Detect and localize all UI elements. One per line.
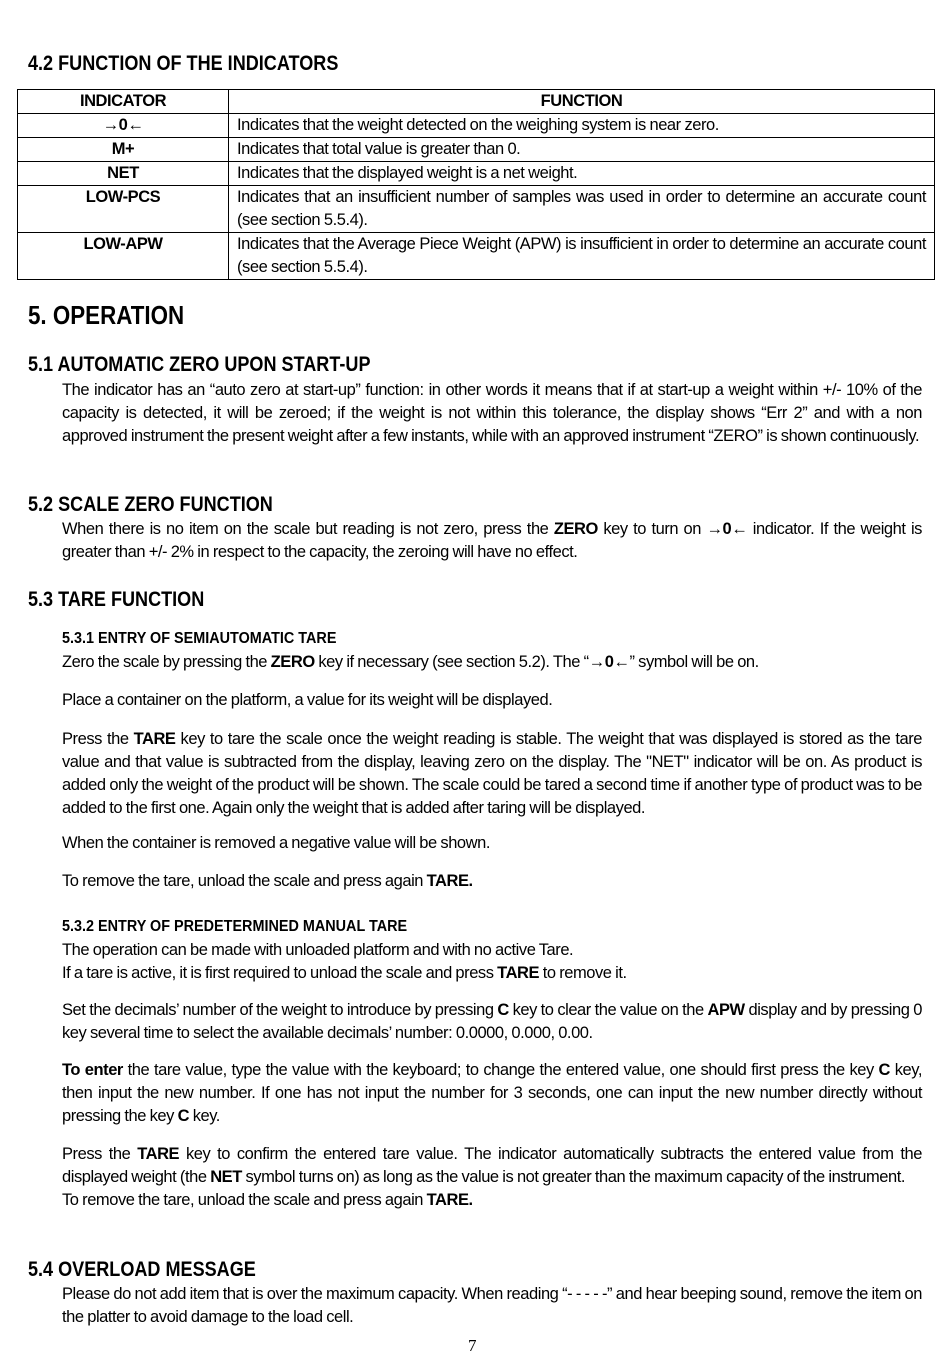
zero-indicator-symbol: →0← [706, 520, 748, 538]
text-run: key to tare the scale once the weight reading is stable. The weight that was displayed is stored as the tare value and that value is subtracted from the display, leaving zero on the display. The "NET" indicator will be on. As product is added only the weight of the product will be shown. The scale could be tared a second time if another type of product was to be added to the first one. Again only the weight that is added after taring will be displayed. [62, 730, 922, 817]
text-run: If a tare is active, it is first required to unload the scale and press [62, 964, 498, 982]
section-5-2-paragraph [62, 518, 922, 564]
section-5-3-1-paragraph-1 [62, 651, 922, 674]
section-5-3-1-paragraph-2: Place a container on the platform, a value for its weight will be displayed. [62, 691, 553, 709]
section-5-3-1-paragraph-4: When the container is removed a negative value will be shown. [62, 834, 490, 852]
tare-key-label: TARE [133, 730, 176, 748]
table-row [18, 162, 935, 186]
text-run: Zero the scale by pressing the [62, 653, 271, 671]
text-run: key to clear the value on the [508, 1001, 708, 1019]
section-5-2-heading: 5.2 SCALE ZERO FUNCTION [28, 493, 273, 516]
section-5-3-heading: 5.3 TARE FUNCTION [28, 588, 205, 611]
c-key-label: C [497, 1001, 509, 1019]
table-header-function: FUNCTION [229, 90, 935, 114]
section-5-1-heading: 5.1 AUTOMATIC ZERO UPON START-UP [28, 353, 371, 376]
to-enter-label: To enter [62, 1061, 123, 1079]
table-header-indicator: INDICATOR [18, 90, 229, 114]
indicator-cell: M+ [18, 138, 229, 162]
text-run: The operation can be made with unloaded platform and with no active Tare. [62, 941, 574, 959]
text-run: to remove it. [539, 964, 627, 982]
text-run: To remove the tare, unload the scale and press again [62, 1191, 427, 1209]
zero-key-label: ZERO [553, 520, 598, 538]
indicator-cell: LOW-APW [18, 233, 229, 280]
text-run: the tare value, type the value with the keyboard; to change the entered value, one should first press the key [122, 1061, 879, 1079]
text-run: key if necessary (see section 5.2). The “ [314, 653, 589, 671]
section-5-3-2-heading: 5.3.2 ENTRY OF PREDETERMINED MANUAL TARE [62, 918, 408, 935]
function-cell: Indicates that an insufficient number of samples was used in order to determine an accurate count (see section 5.5.4). [229, 186, 935, 233]
text-run: When there is no item on the scale but reading is not zero, press the [62, 520, 554, 538]
c-key-label: C [177, 1107, 190, 1125]
section-5-3-1-heading: 5.3.1 ENTRY OF SEMIAUTOMATIC TARE [62, 630, 337, 647]
section-5-heading: 5. OPERATION [28, 300, 185, 330]
text-run: ” symbol will be on. [629, 653, 759, 671]
section-5-3-1-paragraph-5 [62, 870, 922, 893]
text-run: key. [189, 1107, 220, 1125]
text-run: key to confirm the entered tare value. The indicator automatically subtracts the entered value from the displayed weight (the [62, 1145, 922, 1186]
c-key-label: C [878, 1061, 890, 1079]
table-row [18, 233, 935, 280]
tare-key-label: TARE [497, 964, 540, 982]
text-run: key to turn on [597, 520, 707, 538]
indicator-cell: →0← [18, 114, 229, 138]
net-label: NET [210, 1168, 242, 1186]
tare-key-label: TARE. [426, 1191, 473, 1209]
section-5-3-2-paragraph-2 [62, 999, 922, 1045]
function-cell: Indicates that the displayed weight is a net weight. [229, 162, 935, 186]
text-run: To remove the tare, unload the scale and press again [62, 872, 427, 890]
section-5-3-2-paragraph-4 [62, 1143, 922, 1212]
text-run: Press the [62, 1145, 138, 1163]
zero-indicator-symbol: →0← [588, 653, 630, 671]
indicator-table [17, 89, 935, 280]
section-5-3-2-paragraph-1 [62, 939, 922, 985]
text-run: indicator. If the weight is greater than +/- 2% in respect to the capacity, the zeroing will have no effect. [62, 520, 922, 561]
function-cell: Indicates that the weight detected on the weighing system is near zero. [229, 114, 935, 138]
indicator-cell: NET [18, 162, 229, 186]
table-header-row [18, 90, 935, 114]
table-row [18, 114, 935, 138]
tare-key-label: TARE [137, 1145, 180, 1163]
tare-key-label: TARE. [426, 872, 473, 890]
function-cell: Indicates that total value is greater than 0. [229, 138, 935, 162]
text-run: Press the [62, 730, 134, 748]
apw-label: APW [707, 1001, 745, 1019]
section-5-4-heading: 5.4 OVERLOAD MESSAGE [28, 1258, 256, 1281]
text-run: symbol turns on) as long as the value is not greater than the maximum capacity of the instrument. [241, 1168, 906, 1186]
indicator-cell: LOW-PCS [18, 186, 229, 233]
zero-key-label: ZERO [270, 653, 315, 671]
text-run: display and by pressing 0 key several time to select the available decimals’ number: 0.0000, 0.000, 0.00. [62, 1001, 922, 1042]
section-5-3-2-paragraph-3 [62, 1059, 922, 1128]
table-row [18, 186, 935, 233]
section-5-4-paragraph: Please do not add item that is over the maximum capacity. When reading “- - - - -” and hear beeping sound, remove the item on the platter to avoid damage to the load cell. [62, 1285, 922, 1326]
table-row [18, 138, 935, 162]
page-number: 7 [468, 1336, 477, 1355]
function-cell: Indicates that the Average Piece Weight (APW) is insufficient in order to determine an accurate count (see section 5.5.4). [229, 233, 935, 280]
text-run: Set the decimals’ number of the weight to introduce by pressing [62, 1001, 498, 1019]
section-5-1-paragraph: The indicator has an “auto zero at start-up” function: in other words it means that if at start-up a weight within +/- 10% of the capacity is detected, it will be zeroed; if the weight is not within this tolerance, the display shows “Err 2” and with a non approved instrument the present weight after a few instants, while with an approved instrument “ZERO” is shown continuously. [62, 381, 922, 445]
section-4-2-heading: 4.2 FUNCTION OF THE INDICATORS [28, 52, 339, 75]
text-run: key, then input the new number. If one has not input the number for 3 seconds, one can input the new number directly without pressing the key [62, 1061, 922, 1125]
section-5-3-1-paragraph-3 [62, 728, 922, 820]
